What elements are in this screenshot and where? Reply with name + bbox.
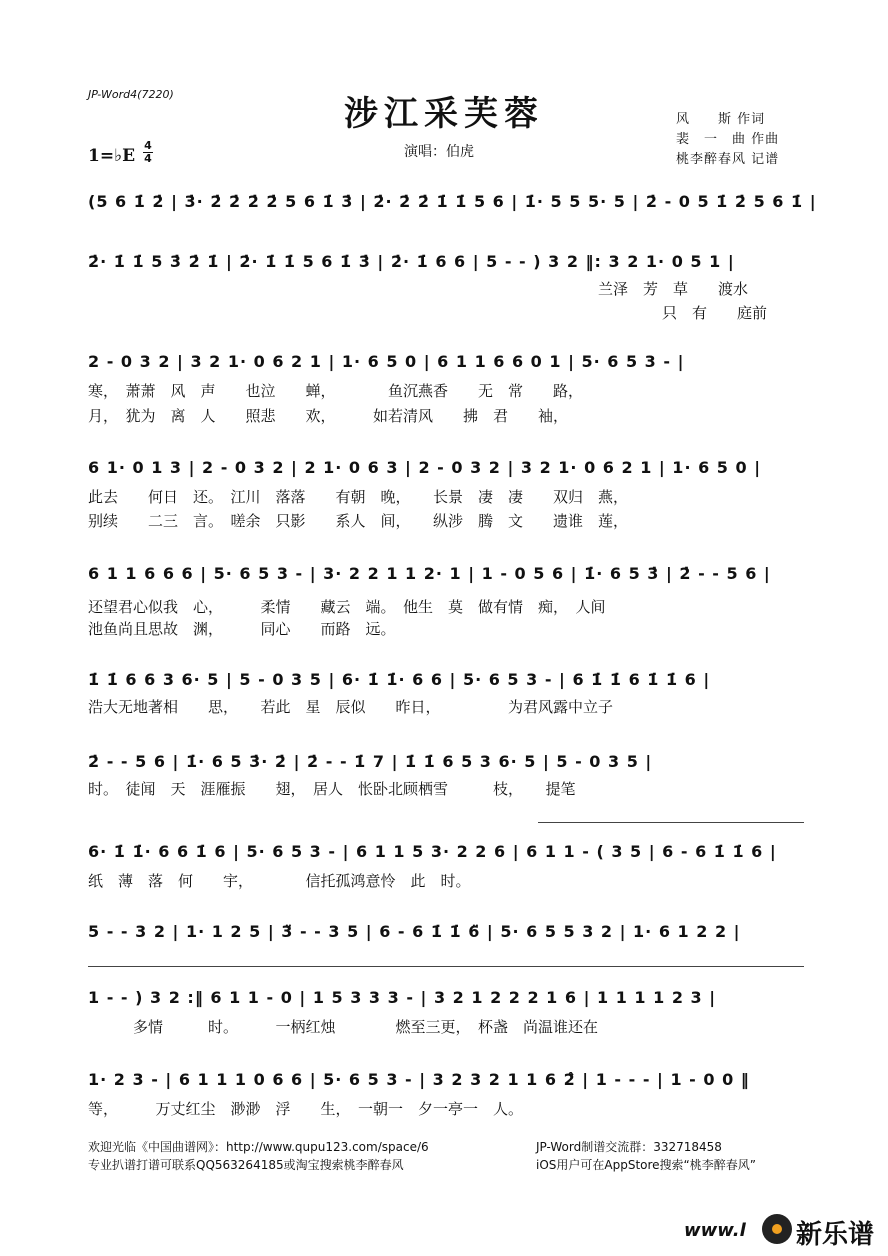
footer-group: JP-Word制谱交流群：332718458 [536, 1140, 722, 1154]
lyric-line-8: 纸 薄 落 何 宇， 信托孤鸿意怜 此 时。 [88, 872, 471, 890]
lyric-line-11: 等， 万丈红尘 渺渺 浮 生， 一朝一 夕一亭一 人。 [88, 1100, 524, 1118]
notation-line-6: 1̇ 1̇ 6 6 3 6· 5 | 5 - 0 3 5 | 6· 1̇ 1̇· 6 6 | 5· 6 5 3 - | 6 1̇ 1̇ 6 1̇ 1̇ 6 | [88, 670, 711, 689]
time-signature [143, 140, 153, 165]
lyric-line-2a: 兰泽 芳 草 渡水 [598, 280, 749, 298]
notation-line-4: 6 1· 0 1 3 | 2 - 0 3 2 | 2 1· 0 6 3 | 2 - 0 3 2 | 3 2 1· 0 6 2 1 | 1· 6 5 0 | [88, 458, 762, 477]
lyric-line-10: 多情 时。 一柄红烛 燃至三更， 杯盏 尚温谁还在 [88, 1018, 599, 1036]
volta-2-bracket [88, 966, 804, 967]
composer-credit: 裴 一 曲 作曲 [676, 132, 780, 147]
volta-1-bracket [538, 822, 804, 823]
site-logo [676, 1210, 880, 1248]
lyric-line-3a: 寒， 萧萧 风 声 也泣 蝉， 鱼沉燕香 无 常 路， [88, 382, 584, 400]
notation-line-5: 6 1 1 6 6 6 | 5· 6 5 3 - | 3· 2 2 1 1 2· 1 | 1 - 0 5 6 | 1̇· 6 5 3̇ | 2̇ - - 5 6 | [88, 564, 771, 583]
transcriber-credit: 桃李醉春风 记谱 [676, 152, 780, 167]
notation-line-10: 1 - - ) 3 2 :‖ 6 1 1 - 0 | 1 5 3 3 3 - | 3 2 1 2 2 2 1 6 | 1 1 1 1 2 3 | [88, 988, 717, 1007]
notation-line-3: 2 - 0 3 2 | 3 2 1· 0 6 2 1 | 1· 6 5 0 | 6 1 1 6 6 0 1 | 5· 6 5 3 - | [88, 352, 685, 371]
time-signature-top: 4 [144, 139, 152, 152]
lyric-line-2b: 只 有 庭前 [662, 304, 768, 322]
lyric-line-4b: 别续 二三 言。 嗟余 只影 系人 间， 纵涉 腾 文 遗谁 莲， [88, 512, 629, 530]
notation-line-1: (5 6 1̇ 2̇ | 3̇· 2̇ 2̇ 2̇ 2̇ 5 6 1̇ 3̇ | 2̇· 2̇ 2̇ 1̇ 1̇ 5 6 | 1̇· 5 5 5· 5 | 2̇ - 0 5 1̇ 2̇ 5 6 1̇ | [88, 192, 817, 211]
lyric-line-6: 浩大无地著相 思， 若此 星 辰似 昨日， 为君风露中立子 [88, 698, 614, 716]
lyric-line-7: 时。 徒闻 天 涯雁振 翅， 居人 怅卧北顾栖雪 枝， 提笔 [88, 780, 576, 798]
lyricist-credit: 风 斯 作词 [676, 112, 766, 127]
footer-contact: 专业扒谱打谱可联系QQ563264185或淘宝搜索桃李醉春风 [88, 1158, 404, 1172]
lyric-line-3b: 月， 犹为 离 人 照悲 欢， 如若清风 拂 君 袖， [88, 407, 569, 425]
notation-line-11: 1· 2 3 - | 6 1 1 1 0 6 6 | 5· 6 5 3 - | 3 2 3 2 1 1 6 2̂ | 1 - - - | 1 - 0 0 ‖ [88, 1070, 750, 1089]
footer-website: 欢迎光临《中国曲谱网》：http://www.qupu123.com/space/6 [88, 1140, 429, 1154]
notation-line-2: 2̇· 1̇ 1̇ 5 3̇ 2̇ 1̇ | 2̇· 1̇ 1̇ 5 6 1̇ 3̇ | 2̇· 1̇ 6 6 | 5 - - ) 3 2 ‖: 3 2 1· 0 5 1 | [88, 252, 735, 271]
logo-url: www.l [684, 1220, 746, 1241]
notation-line-9: 5 - - 3 2 | 1· 1 2 5 | 3̈ - - 3 5 | 6 - 6 1̇ 1̇ 6̈ | 5· 6 5 5 3 2 | 1· 6 1 2 2 | [88, 922, 741, 941]
lyric-line-4a: 此去 何日 还。 江川 落落 有朝 晚， 长景 凄 凄 双归 燕， [88, 488, 629, 506]
footer-ios: iOS用户可在AppStore搜索“桃李醉春风” [536, 1158, 756, 1172]
logo-brand: 新乐谱 [796, 1220, 875, 1250]
lyric-line-5b: 池鱼尚且思故 渊， 同心 而路 远。 [88, 620, 396, 638]
record-disc-icon [762, 1214, 792, 1244]
singer: 演唱：伯虎 [404, 144, 474, 160]
lyric-line-5a: 还望君心似我 心， 柔情 藏云 端。 他生 莫 做有情 痴， 人间 [88, 598, 606, 616]
credits [676, 110, 779, 170]
song-title: 涉江采芙蓉 [344, 94, 544, 134]
key-signature: 1=♭E [88, 146, 136, 166]
notation-line-7: 2̇ - - 5 6 | 1̇· 6 5 3̇· 2̇ | 2̇ - - 1̇ 7 | 1̇ 1̇ 6 5 3 6· 5 | 5 - 0 3 5 | [88, 752, 653, 771]
notation-line-8: 6· 1̇ 1̇· 6 6 1̇ 6 | 5· 6 5 3 - | 6 1 1 5 3· 2 2 6 | 6 1 1 - ( 3 5 | 6 - 6 1̇ 1̇ 6 | [88, 842, 777, 861]
software-label: JP-Word4(7220) [88, 88, 174, 101]
time-signature-bottom: 4 [144, 152, 152, 165]
